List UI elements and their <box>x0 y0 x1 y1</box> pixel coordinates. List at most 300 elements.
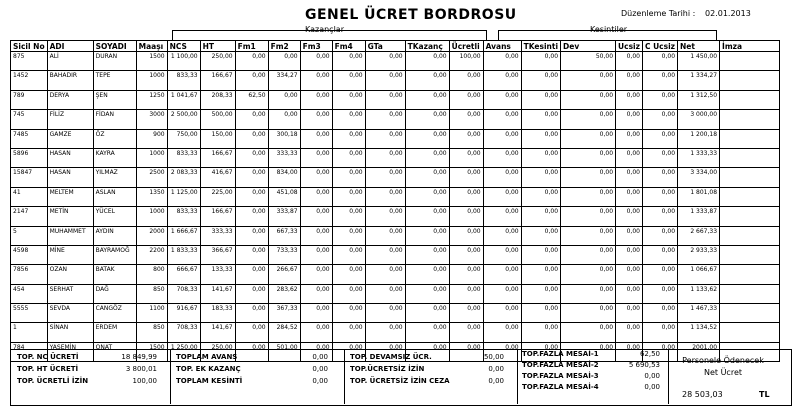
table-cell: 784 <box>11 342 48 361</box>
table-cell: 1 833,33 <box>167 245 200 264</box>
table-cell <box>720 168 780 187</box>
table-cell: 0,00 <box>365 52 405 71</box>
table-cell: 0,00 <box>365 342 405 361</box>
table-cell: 0,00 <box>405 148 449 167</box>
table-cell: 0,00 <box>561 168 616 187</box>
table-cell: 2 500,00 <box>167 110 200 129</box>
table-cell: 0,00 <box>235 187 268 206</box>
table-cell: AYDIN <box>93 226 136 245</box>
table-cell: 0,00 <box>300 110 332 129</box>
table-row <box>11 148 780 167</box>
table-cell: 834,00 <box>268 168 300 187</box>
table-cell: 0,00 <box>561 148 616 167</box>
table-cell: 789 <box>11 90 48 109</box>
column-header: Dev <box>561 41 616 52</box>
summary-label: TOP. HT ÜCRETİ <box>17 365 79 373</box>
table-cell: 0,00 <box>300 265 332 284</box>
table-cell: 0,00 <box>449 342 483 361</box>
table-cell: 15847 <box>11 168 48 187</box>
table-cell: 0,00 <box>365 207 405 226</box>
table-cell: 0,00 <box>616 168 643 187</box>
table-cell: ŞEN <box>93 90 136 109</box>
summary-label: TOPLAM KESİNTİ <box>176 377 243 385</box>
table-cell: 875 <box>11 52 48 71</box>
summary-value: 0,00 <box>488 365 504 373</box>
summary-value: 0,00 <box>312 377 328 385</box>
table-cell: 3000 <box>136 110 167 129</box>
table-cell: 0,00 <box>561 342 616 361</box>
table-cell: 2 667,33 <box>678 226 720 245</box>
table-cell: 166,67 <box>200 71 235 90</box>
table-cell: YASEMİN <box>47 342 93 361</box>
table-cell: 501,00 <box>268 342 300 361</box>
table-cell: 0,00 <box>300 187 332 206</box>
table-cell: 0,00 <box>235 110 268 129</box>
table-cell: 0,00 <box>449 110 483 129</box>
table-cell: 0,00 <box>235 323 268 342</box>
table-cell: 0,00 <box>521 207 560 226</box>
summary-row <box>522 382 662 393</box>
table-cell: 0,00 <box>405 90 449 109</box>
table-cell: 745 <box>11 110 48 129</box>
table-cell: GAMZE <box>47 129 93 148</box>
table-cell: 1 450,00 <box>678 52 720 71</box>
table-cell: 150,00 <box>200 129 235 148</box>
summary-row <box>350 375 510 387</box>
table-cell: KAYRA <box>93 148 136 167</box>
table-cell: 0,00 <box>449 245 483 264</box>
summary-row <box>176 375 336 387</box>
column-header: C Ucsiz <box>642 41 677 52</box>
summary-value: 5 690,53 <box>628 361 660 369</box>
table-cell: 333,33 <box>200 226 235 245</box>
table-cell: 0,00 <box>521 265 560 284</box>
table-cell: 0,00 <box>449 284 483 303</box>
table-cell: 0,00 <box>483 129 521 148</box>
table-cell: ONAT <box>93 342 136 361</box>
table-cell: 0,00 <box>449 168 483 187</box>
table-cell: 0,00 <box>235 226 268 245</box>
table-cell: 0,00 <box>642 129 677 148</box>
table-cell: 0,00 <box>300 71 332 90</box>
table-cell: 833,33 <box>167 148 200 167</box>
table-cell: 0,00 <box>642 323 677 342</box>
table-cell: 0,00 <box>483 323 521 342</box>
summary-col-2 <box>176 351 336 387</box>
table-cell: 0,00 <box>300 168 332 187</box>
summary-row <box>176 363 336 375</box>
table-cell: 0,00 <box>300 90 332 109</box>
table-row <box>11 90 780 109</box>
table-cell: 5 <box>11 226 48 245</box>
table-cell: 0,00 <box>483 284 521 303</box>
table-cell: 0,00 <box>483 168 521 187</box>
table-cell: 2200 <box>136 245 167 264</box>
table-cell: 0,00 <box>449 265 483 284</box>
table-cell: 0,00 <box>521 245 560 264</box>
page-title: GENEL ÜCRET BORDROSU <box>305 7 517 23</box>
summary-col-4 <box>522 349 662 393</box>
table-cell: 454 <box>11 284 48 303</box>
column-header: Fm3 <box>300 41 332 52</box>
table-cell: 500,00 <box>200 110 235 129</box>
table-cell: 451,08 <box>268 187 300 206</box>
table-row <box>11 284 780 303</box>
column-header: İmza <box>720 41 780 52</box>
table-cell: 0,00 <box>405 304 449 323</box>
table-row <box>11 129 780 148</box>
table-header-row <box>11 41 780 52</box>
column-header: Maaşı <box>136 41 167 52</box>
table-cell: TEPE <box>93 71 136 90</box>
table-cell: 0,00 <box>405 284 449 303</box>
table-cell: 284,52 <box>268 323 300 342</box>
summary-label: TOP.FAZLA MESAİ-2 <box>522 361 599 369</box>
column-header: ADI <box>47 41 93 52</box>
table-cell: 0,00 <box>483 265 521 284</box>
table-cell: 266,67 <box>268 265 300 284</box>
table-cell: 1 250,00 <box>167 342 200 361</box>
table-cell: 0,00 <box>365 168 405 187</box>
summary-label: TOP. ÜCRETLİ İZİN <box>17 377 89 385</box>
table-cell <box>720 187 780 206</box>
table-cell: 1 066,67 <box>678 265 720 284</box>
table-cell: ASLAN <box>93 187 136 206</box>
table-cell: 0,00 <box>616 304 643 323</box>
table-cell: 0,00 <box>642 52 677 71</box>
table-cell: 1 666,67 <box>167 226 200 245</box>
table-cell: 1 334,27 <box>678 71 720 90</box>
net-title-line-1: Personele Ödenecek <box>682 356 764 365</box>
table-cell: 2 083,33 <box>167 168 200 187</box>
table-cell: ERDEM <box>93 323 136 342</box>
summary-value: 0,00 <box>312 365 328 373</box>
summary-row <box>17 363 165 375</box>
summary-value: 3 800,01 <box>125 365 157 373</box>
table-cell: 0,00 <box>405 168 449 187</box>
table-cell: 0,00 <box>332 90 365 109</box>
table-cell: 0,00 <box>365 226 405 245</box>
table-cell: 0,00 <box>332 304 365 323</box>
table-cell: 0,00 <box>483 245 521 264</box>
table-cell: 1000 <box>136 207 167 226</box>
table-cell: 0,00 <box>616 265 643 284</box>
table-cell: 225,00 <box>200 187 235 206</box>
table-cell: 0,00 <box>616 323 643 342</box>
table-cell: 1 041,67 <box>167 90 200 109</box>
table-cell: 366,67 <box>200 245 235 264</box>
table-cell: 916,67 <box>167 304 200 323</box>
table-cell: 1 467,33 <box>678 304 720 323</box>
table-cell: 0,00 <box>300 226 332 245</box>
net-total-value: 28 503,03 <box>682 390 723 399</box>
table-cell: 1 133,62 <box>678 284 720 303</box>
table-cell: 0,00 <box>521 323 560 342</box>
table-cell: 0,00 <box>235 207 268 226</box>
table-cell: 0,00 <box>365 148 405 167</box>
table-cell: SEVDA <box>47 304 93 323</box>
summary-label: TOP.FAZLA MESAİ-1 <box>522 350 599 358</box>
table-cell: YÜCEL <box>93 207 136 226</box>
table-cell: 0,00 <box>561 284 616 303</box>
table-cell: 0,00 <box>449 90 483 109</box>
table-cell: 0,00 <box>449 187 483 206</box>
table-cell: 0,00 <box>521 168 560 187</box>
table-cell: 0,00 <box>616 52 643 71</box>
table-cell: SİNAN <box>47 323 93 342</box>
summary-value: 62,50 <box>639 350 660 358</box>
table-cell: 7485 <box>11 129 48 148</box>
table-cell: 0,00 <box>300 207 332 226</box>
table-cell: 0,00 <box>405 342 449 361</box>
table-cell: CANGÖZ <box>93 304 136 323</box>
table-cell: 0,00 <box>483 187 521 206</box>
column-header: TKazanç <box>405 41 449 52</box>
table-cell: 0,00 <box>616 207 643 226</box>
table-cell: 0,00 <box>332 148 365 167</box>
column-header: SOYADI <box>93 41 136 52</box>
table-cell: BATAK <box>93 265 136 284</box>
table-cell: 0,00 <box>365 304 405 323</box>
table-cell: 0,00 <box>449 304 483 323</box>
summary-label: TOP. DEVAMSIZ ÜCR. <box>350 353 432 361</box>
table-cell: 0,00 <box>561 265 616 284</box>
table-cell: 708,33 <box>167 284 200 303</box>
table-cell: HASAN <box>47 148 93 167</box>
table-cell: 0,00 <box>483 71 521 90</box>
table-cell: 1000 <box>136 71 167 90</box>
table-cell: 0,00 <box>521 304 560 323</box>
summary-label: TOP.ÜCRETSİZ İZİN <box>350 365 425 373</box>
table-cell: 1350 <box>136 187 167 206</box>
table-cell: SERHAT <box>47 284 93 303</box>
table-cell: 250,00 <box>200 342 235 361</box>
table-cell: 416,67 <box>200 168 235 187</box>
table-cell: 667,33 <box>268 226 300 245</box>
table-cell: 283,62 <box>268 284 300 303</box>
table-cell: HASAN <box>47 168 93 187</box>
table-cell: 0,00 <box>449 148 483 167</box>
table-cell: 0,00 <box>235 71 268 90</box>
table-cell: 0,00 <box>405 323 449 342</box>
table-cell: 41 <box>11 187 48 206</box>
table-cell: 0,00 <box>616 284 643 303</box>
table-cell: 1 312,50 <box>678 90 720 109</box>
table-cell: 1452 <box>11 71 48 90</box>
table-cell: 0,00 <box>405 52 449 71</box>
table-cell: 166,67 <box>200 148 235 167</box>
summary-row <box>522 371 662 382</box>
table-row <box>11 207 780 226</box>
column-header: Net <box>678 41 720 52</box>
table-cell: 0,00 <box>332 245 365 264</box>
deductions-group-label: Kesintiler <box>590 25 628 34</box>
table-cell: FİLİZ <box>47 110 93 129</box>
summary-row <box>522 349 662 360</box>
table-cell: 0,00 <box>300 323 332 342</box>
table-cell: 0,00 <box>616 90 643 109</box>
table-cell: 0,00 <box>365 284 405 303</box>
table-cell: 0,00 <box>616 187 643 206</box>
table-cell: 0,00 <box>332 187 365 206</box>
table-cell: 0,00 <box>365 265 405 284</box>
table-cell: 0,00 <box>521 52 560 71</box>
table-row <box>11 245 780 264</box>
table-cell: 0,00 <box>521 148 560 167</box>
summary-value: 0,00 <box>488 377 504 385</box>
table-cell: 0,00 <box>521 110 560 129</box>
table-cell: 0,00 <box>449 323 483 342</box>
table-row <box>11 304 780 323</box>
table-cell: 0,00 <box>616 129 643 148</box>
table-cell: 2147 <box>11 207 48 226</box>
table-cell <box>720 90 780 109</box>
table-cell: 1 125,00 <box>167 187 200 206</box>
column-header: GTa <box>365 41 405 52</box>
summary-row <box>522 360 662 371</box>
table-cell: 0,00 <box>332 284 365 303</box>
table-cell: 2001,00 <box>678 342 720 361</box>
table-cell <box>720 52 780 71</box>
table-cell: 0,00 <box>483 207 521 226</box>
table-cell: 5896 <box>11 148 48 167</box>
table-cell: 0,00 <box>642 148 677 167</box>
column-header: Avans <box>483 41 521 52</box>
table-cell: 0,00 <box>332 110 365 129</box>
table-cell: BAYRAMOĞ <box>93 245 136 264</box>
table-cell: 334,27 <box>268 71 300 90</box>
table-cell: 900 <box>136 129 167 148</box>
table-cell: 0,00 <box>483 90 521 109</box>
table-cell: 4598 <box>11 245 48 264</box>
table-cell <box>720 129 780 148</box>
table-cell: 0,00 <box>268 110 300 129</box>
table-cell: 0,00 <box>642 168 677 187</box>
table-cell: DAĞ <box>93 284 136 303</box>
column-header: TKesinti <box>521 41 560 52</box>
table-cell: MELTEM <box>47 187 93 206</box>
table-cell: 0,00 <box>235 265 268 284</box>
table-cell: 0,00 <box>365 323 405 342</box>
table-cell: 0,00 <box>642 90 677 109</box>
summary-value: 0,00 <box>644 383 660 391</box>
table-cell: 0,00 <box>235 342 268 361</box>
table-cell: 833,33 <box>167 207 200 226</box>
table-cell: 5555 <box>11 304 48 323</box>
summary-col-3 <box>350 351 510 387</box>
table-cell: 3 000,00 <box>678 110 720 129</box>
table-cell: 0,00 <box>332 129 365 148</box>
summary-label: TOP. EK KAZANÇ <box>176 365 241 373</box>
table-cell: 0,00 <box>300 148 332 167</box>
table-cell: 0,00 <box>521 226 560 245</box>
table-cell: 0,00 <box>405 226 449 245</box>
table-cell: 0,00 <box>300 52 332 71</box>
table-cell: 333,87 <box>268 207 300 226</box>
table-cell: 0,00 <box>483 110 521 129</box>
table-cell: 0,00 <box>332 52 365 71</box>
summary-label: TOPLAM AVANS <box>176 353 238 361</box>
summary-col-1 <box>17 351 165 387</box>
table-cell: YILMAZ <box>93 168 136 187</box>
table-cell: 0,00 <box>616 71 643 90</box>
table-cell: 0,00 <box>483 52 521 71</box>
table-cell: 0,00 <box>483 304 521 323</box>
table-body <box>11 52 780 362</box>
column-header: Sicil No <box>11 41 48 52</box>
table-cell: 0,00 <box>642 187 677 206</box>
table-cell <box>720 265 780 284</box>
summary-divider <box>517 350 518 404</box>
table-cell: 750,00 <box>167 129 200 148</box>
table-cell: 0,00 <box>616 226 643 245</box>
table-cell: 850 <box>136 284 167 303</box>
table-cell: 0,00 <box>235 304 268 323</box>
summary-value: 0,00 <box>312 353 328 361</box>
table-cell: 0,00 <box>616 110 643 129</box>
table-cell: 0,00 <box>300 284 332 303</box>
table-cell: 0,00 <box>449 226 483 245</box>
table-cell: 0,00 <box>561 90 616 109</box>
table-cell: 0,00 <box>365 187 405 206</box>
table-cell: 0,00 <box>332 71 365 90</box>
table-row <box>11 187 780 206</box>
table-cell: 0,00 <box>561 187 616 206</box>
table-cell: 1 <box>11 323 48 342</box>
table-cell: DERYA <box>47 90 93 109</box>
table-row <box>11 226 780 245</box>
table-cell: 367,33 <box>268 304 300 323</box>
table-cell: 0,00 <box>365 71 405 90</box>
table-cell: 0,00 <box>332 342 365 361</box>
earnings-group-label: Kazançlar <box>305 25 344 34</box>
table-cell: 0,00 <box>235 245 268 264</box>
table-cell: 0,00 <box>616 148 643 167</box>
table-cell: 0,00 <box>483 342 521 361</box>
summary-value: 18 849,99 <box>121 353 157 361</box>
table-cell <box>720 71 780 90</box>
summary-label: TOP. NC ÜCRETİ <box>17 353 79 361</box>
summary-label: TOP.FAZLA MESAİ-3 <box>522 372 599 380</box>
table-cell: 0,00 <box>332 226 365 245</box>
table-cell: 250,00 <box>200 52 235 71</box>
table-cell <box>720 148 780 167</box>
table-cell: 0,00 <box>332 168 365 187</box>
summary-value: 50,00 <box>483 353 504 361</box>
table-row <box>11 71 780 90</box>
table-cell: 0,00 <box>365 110 405 129</box>
table-cell: 3 334,00 <box>678 168 720 187</box>
table-cell: 0,00 <box>332 265 365 284</box>
table-cell: 0,00 <box>561 304 616 323</box>
table-cell <box>720 245 780 264</box>
table-cell: 0,00 <box>405 129 449 148</box>
table-cell: ÖZ <box>93 129 136 148</box>
table-cell: 0,00 <box>642 110 677 129</box>
table-cell: 708,33 <box>167 323 200 342</box>
table-cell: 0,00 <box>642 265 677 284</box>
table-cell: 166,67 <box>200 207 235 226</box>
table-cell: 850 <box>136 323 167 342</box>
summary-row <box>350 363 510 375</box>
column-header: Fm4 <box>332 41 365 52</box>
table-cell: 0,00 <box>642 71 677 90</box>
net-currency: TL <box>759 390 770 399</box>
table-cell: FİDAN <box>93 110 136 129</box>
table-cell: 0,00 <box>365 245 405 264</box>
column-header: Ucsiz <box>616 41 643 52</box>
table-cell: 0,00 <box>483 226 521 245</box>
